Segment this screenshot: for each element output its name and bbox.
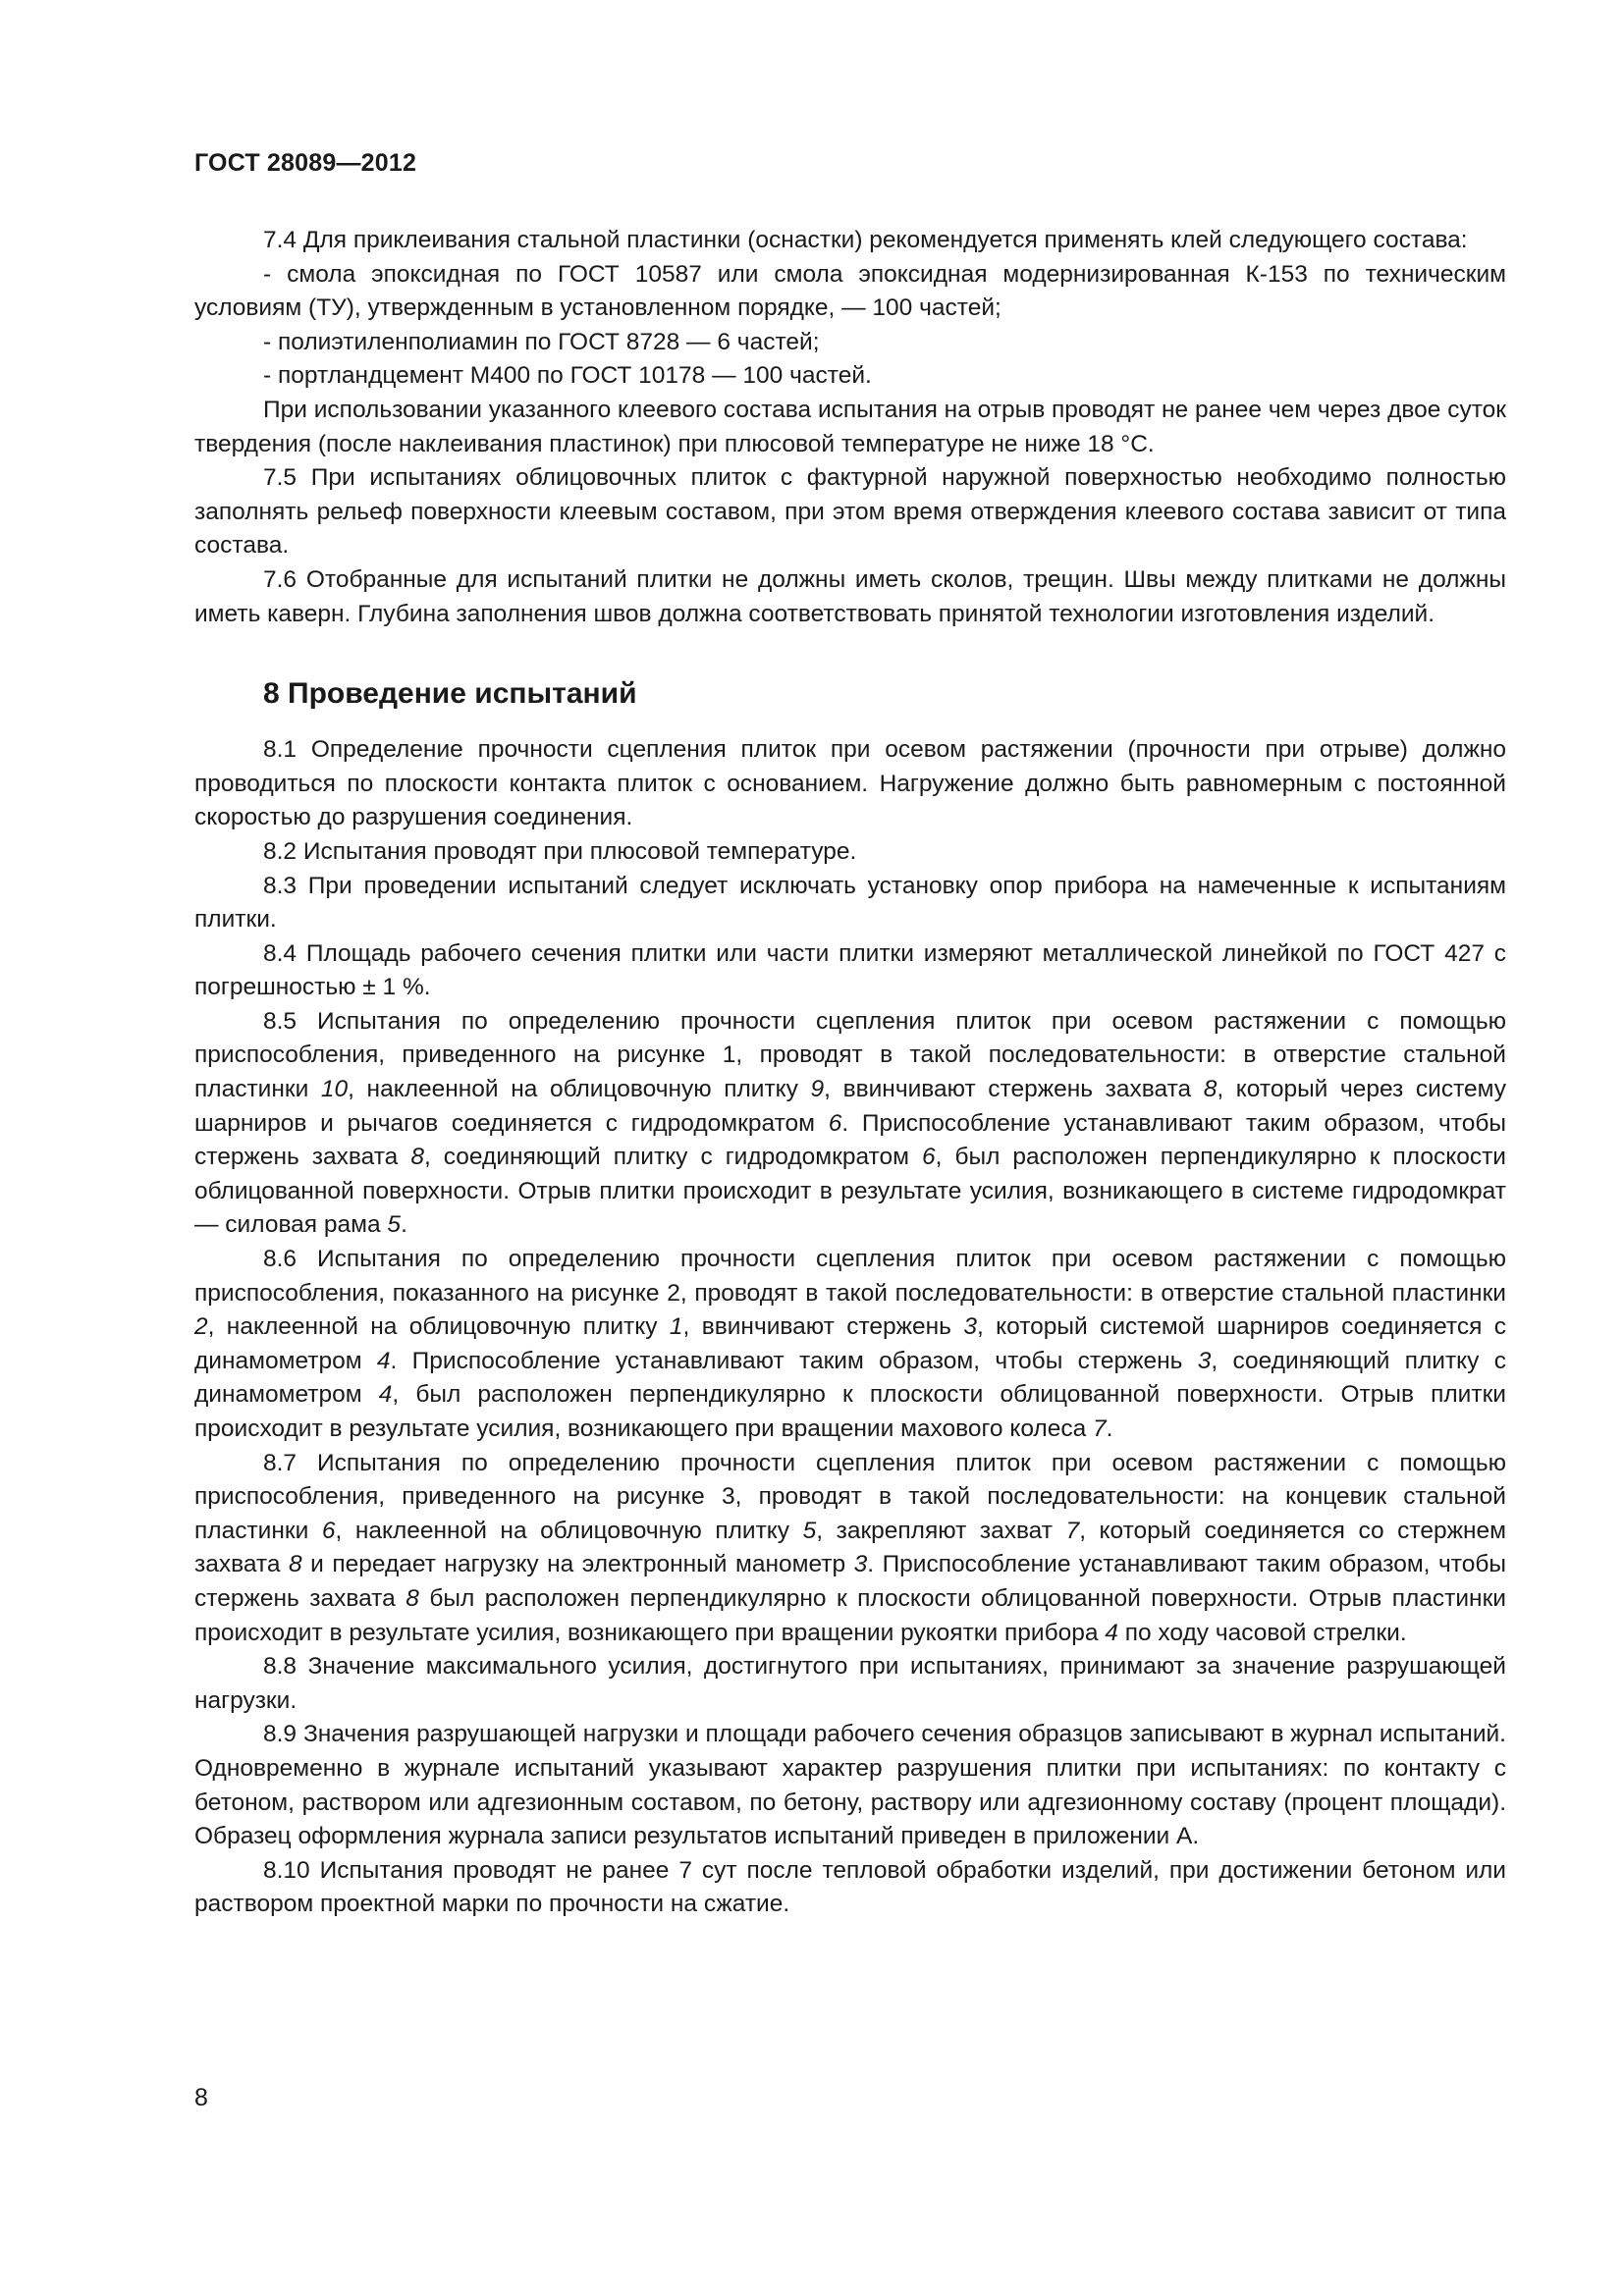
paragraph-8-5: 8.5 Испытания по определению прочности сцепления плиток при осевом растяжении с помощью приспособления, приведенного на рисунке 1, проводят в такой последовательности: в отверстие стальной пластинки 10, наклеенной на облицовочную плитку 9, ввинчивают стержень захвата 8, который через систему шарниров и рычагов соединяется с гидродомкратом 6. Приспособление устанавливают таким образом, чтобы стержень захвата 8, соединяющий плитку с гидродомкратом 6, был расположен перпендикулярно к плоскости облицованной поверхности. Отрыв плитки происходит в результате усилия, возникающего в системе гидродомкрат — силовая рама 5. xyxy=(194,1007,1507,1239)
document-header: ГОСТ 28089—2012 xyxy=(194,149,417,177)
paragraph-8-7: 8.7 Испытания по определению прочности сцепления плиток при осевом растяжении с помощью приспособления, приведенного на рисунке 3, проводят в такой последовательности: на концевик стальной пластинки 6, наклеенной на облицовочную плитку 5, закрепляют захват 7, который соединяется со стержнем захвата 8 и передает нагрузку на электронный манометр 3. Приспособление устанавливают таким образом, чтобы стержень захвата 8 был расположен перпендикулярно к плоскости облицованной поверхности. Отрыв пластинки происходит в результате усилия, возникающего при вращении рукоятки прибора 4 по ходу часовой стрелки. xyxy=(194,1449,1507,1646)
paragraph-8-2: 8.2 Испытания проводят при плюсовой температуре. xyxy=(263,837,857,865)
paragraph-8-9: 8.9 Значения разрушающей нагрузки и площади рабочего сечения образцов записывают в журнал испытаний. Одновременно в журнале испытаний указывают характер разрушения плитки при испытаниях: по контакту с бетоном, раствором или адгезионным составом, по бетону, раствору или адгезионному составу (процент площади). Образец оформления журнала записи результатов испытаний приведен в приложении А. xyxy=(194,1721,1506,1850)
paragraph-7-6: 7.6 Отобранные для испытаний плитки не должны иметь сколов, трещин. Швы между плитками не должны иметь каверн. Глубина заполнения швов должна соответствовать принятой технологии изготовления изделий. xyxy=(194,565,1506,627)
paragraph-8-3: 8.3 При проведении испытаний следует исключать установку опор прибора на намеченные к испытаниям плитки. xyxy=(194,872,1506,934)
paragraph-7-4: 7.4 Для приклеивания стальной пластинки (оснастки) рекомендуется применять клей следующего состава: xyxy=(263,227,1468,253)
list-item-epoxy: - смола эпоксидная по ГОСТ 10587 или смола эпоксидная модернизированная К-153 по техническим условиям (ТУ), утвержденным в установленном порядке, — 100 частей; xyxy=(194,260,1506,322)
paragraph-7-4-note: При использовании указанного клеевого состава испытания на отрыв проводят не ранее чем через двое суток твердения (после наклеивания пластинок) при плюсовой температуре не ниже 18 °С. xyxy=(194,396,1506,457)
page-number: 8 xyxy=(194,2084,208,2111)
paragraph-8-10: 8.10 Испытания проводят не ранее 7 сут после тепловой обработки изделий, при достижении бетоном или раствором проектной марки по прочности на сжатие. xyxy=(194,1856,1506,1918)
paragraph-8-4: 8.4 Площадь рабочего сечения плитки или части плитки измеряют металлической линейкой по ГОСТ 427 с погрешностью ± 1 %. xyxy=(194,939,1506,1001)
paragraph-8-8: 8.8 Значение максимального усилия, достигнутого при испытаниях, принимают за значение разрушающей нагрузки. xyxy=(194,1653,1506,1714)
paragraph-7-5: 7.5 При испытаниях облицовочных плиток с фактурной наружной поверхностью необходимо полностью заполнять рельеф поверхности клеевым составом, при этом время отверждения клеевого состава зависит от типа состава. xyxy=(194,464,1506,560)
list-item-polyamine: - полиэтиленполиамин по ГОСТ 8728 — 6 частей; xyxy=(263,328,820,355)
document-body xyxy=(194,224,1506,1922)
section-heading-8: 8 Проведение испытаний xyxy=(263,677,637,711)
list-item-cement: - портландцемент М400 по ГОСТ 10178 — 100 частей. xyxy=(263,362,872,390)
paragraph-8-1: 8.1 Определение прочности сцепления плиток при осевом растяжении (прочности при отрыве) должно проводиться по плоскости контакта плиток с основанием. Нагружение должно быть равномерным с постоянной скоростью до разрушения соединения. xyxy=(194,736,1506,831)
paragraph-8-6: 8.6 Испытания по определению прочности сцепления плиток при осевом растяжении с помощью приспособления, показанного на рисунке 2, проводят в такой последовательности: в отверстие стальной пластинки 2, наклеенной на облицовочную плитку 1, ввинчивают стержень 3, который системой шарниров соединяется с динамометром 4. Приспособление устанавливают таким образом, чтобы стержень 3, соединяющий плитку с динамометром 4, был расположен перпендикулярно к плоскости облицованной поверхности. Отрыв плитки происходит в результате усилия, возникающего при вращении махового колеса 7. xyxy=(194,1246,1506,1442)
